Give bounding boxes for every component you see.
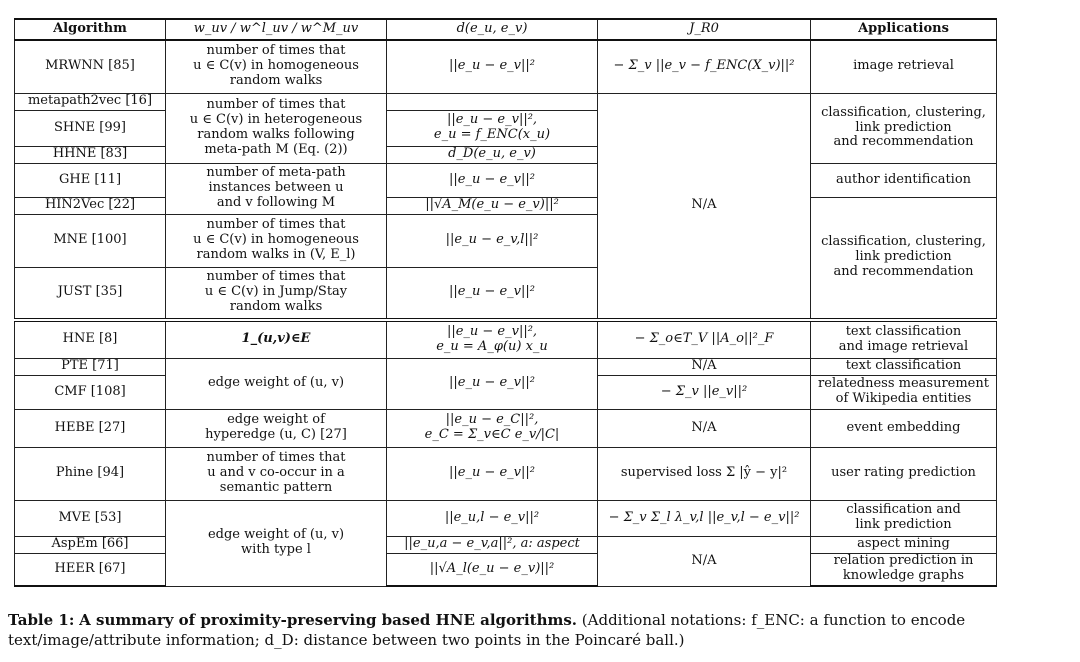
cell-distance: ||e_u − e_v,l||²: [387, 214, 598, 267]
cell-weight: number of times that u ∈ C(v) in homogeneous random walks in (V, E_l): [166, 214, 387, 267]
caption-label: Table 1:: [8, 611, 75, 629]
cell-application: author identification: [811, 163, 997, 197]
cell-distance: ||√A_M(e_u − e_v)||²: [387, 197, 598, 214]
cell-distance: ||e_u,l − e_v||²: [387, 500, 598, 536]
cell-distance: [387, 93, 598, 110]
cell-objective: N/A: [598, 409, 811, 447]
cell-algorithm: PTE [71]: [15, 358, 166, 375]
cell-algorithm: metapath2vec [16]: [15, 93, 166, 110]
cell-objective: N/A: [598, 358, 811, 375]
table-row: [15, 197, 997, 214]
table-row: [15, 320, 997, 358]
cell-algorithm: HIN2Vec [22]: [15, 197, 166, 214]
table-row: [15, 553, 997, 586]
table-row: [15, 358, 997, 375]
cell-distance: ||e_u,a − e_v,a||², a: aspect: [387, 536, 598, 553]
cell-distance: ||e_u − e_v||²: [387, 358, 598, 409]
cell-objective: − Σ_o∈T_V ||A_o||²_F: [598, 320, 811, 358]
cell-distance: ||e_u − e_v||², e_u = A_φ(u) x_u: [387, 320, 598, 358]
cell-objective: − Σ_v ||e_v||²: [598, 375, 811, 409]
cell-algorithm: MNE [100]: [15, 214, 166, 267]
cell-algorithm: HEER [67]: [15, 553, 166, 586]
cell-weight: number of times that u ∈ C(v) in heterogeneous random walks following meta-path M (Eq. (2)): [166, 93, 387, 163]
cell-application: aspect mining: [811, 536, 997, 553]
cell-weight: number of meta-path instances between u and v following M: [166, 163, 387, 214]
cell-weight: edge weight of (u, v) with type l: [166, 500, 387, 586]
cell-weight: edge weight of hyperedge (u, C) [27]: [166, 409, 387, 447]
table-row: [15, 447, 997, 500]
cell-distance: ||√A_l(e_u − e_v)||²: [387, 553, 598, 586]
table-row: [15, 500, 997, 536]
cell-algorithm: SHNE [99]: [15, 110, 166, 146]
cell-objective: N/A: [598, 536, 811, 586]
table-header-row: [15, 19, 997, 40]
cell-weight: number of times that u and v co-occur in a semantic pattern: [166, 447, 387, 500]
cell-application: event embedding: [811, 409, 997, 447]
cell-application: text classification: [811, 358, 997, 375]
cell-objective: N/A: [598, 93, 811, 320]
cell-weight: 1_(u,v)∈E: [166, 320, 387, 358]
cell-algorithm: MRWNN [85]: [15, 40, 166, 93]
header-distance: d(e_u, e_v): [387, 19, 598, 40]
caption-note: (Additional notations: f_ENC: a function to encode text/image/attribute information; d_D: distance between two points in the Poincaré ball.): [8, 611, 966, 649]
header-applications: Applications: [811, 19, 997, 40]
summary-table: [14, 18, 997, 587]
cell-objective: supervised loss Σ |ŷ − y|²: [598, 447, 811, 500]
cell-algorithm: Phine [94]: [15, 447, 166, 500]
header-weight: w_uv / w^l_uv / w^M_uv: [166, 19, 387, 40]
cell-algorithm: HNE [8]: [15, 320, 166, 358]
table-caption: [8, 610, 1076, 650]
cell-distance: ||e_u − e_C||², e_C = Σ_v∈C e_v/|C|: [387, 409, 598, 447]
cell-weight: number of times that u ∈ C(v) in Jump/Stay random walks: [166, 267, 387, 320]
cell-application: classification and link prediction: [811, 500, 997, 536]
cell-algorithm: GHE [11]: [15, 163, 166, 197]
cell-distance: d_D(e_u, e_v): [387, 146, 598, 163]
cell-weight: edge weight of (u, v): [166, 358, 387, 409]
table-row: [15, 409, 997, 447]
cell-application: image retrieval: [811, 40, 997, 93]
cell-application: text classification and image retrieval: [811, 320, 997, 358]
cell-objective: − Σ_v ||e_v − f_ENC(X_v)||²: [598, 40, 811, 93]
table-row: [15, 40, 997, 93]
cell-distance: ||e_u − e_v||²: [387, 40, 598, 93]
caption-title: A summary of proximity-preserving based HNE algorithms.: [79, 611, 578, 629]
header-objective: J_R0: [598, 19, 811, 40]
cell-application: user rating prediction: [811, 447, 997, 500]
cell-distance: ||e_u − e_v||²: [387, 163, 598, 197]
cell-algorithm: HEBE [27]: [15, 409, 166, 447]
cell-algorithm: CMF [108]: [15, 375, 166, 409]
table-row: [15, 536, 997, 553]
cell-application: classification, clustering, link prediction and recommendation: [811, 197, 997, 320]
cell-objective: − Σ_v Σ_l λ_v,l ||e_v,l − e_v||²: [598, 500, 811, 536]
cell-algorithm: AspEm [66]: [15, 536, 166, 553]
cell-application: relatedness measurement of Wikipedia entities: [811, 375, 997, 409]
table-row: [15, 93, 997, 110]
cell-weight: number of times that u ∈ C(v) in homogeneous random walks: [166, 40, 387, 93]
cell-application: relation prediction in knowledge graphs: [811, 553, 997, 586]
cell-distance: ||e_u − e_v||², e_u = f_ENC(x_u): [387, 110, 598, 146]
table-row: [15, 163, 997, 197]
cell-distance: ||e_u − e_v||²: [387, 447, 598, 500]
cell-application: classification, clustering, link prediction and recommendation: [811, 93, 997, 163]
header-algorithm: Algorithm: [15, 19, 166, 40]
cell-algorithm: MVE [53]: [15, 500, 166, 536]
cell-distance: ||e_u − e_v||²: [387, 267, 598, 320]
cell-algorithm: HHNE [83]: [15, 146, 166, 163]
cell-algorithm: JUST [35]: [15, 267, 166, 320]
